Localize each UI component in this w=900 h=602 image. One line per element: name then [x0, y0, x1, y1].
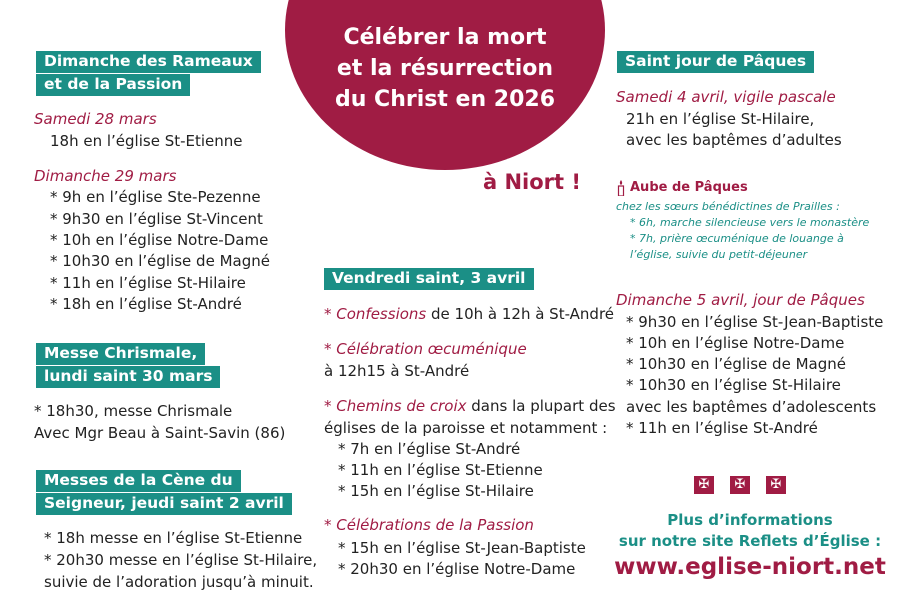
page-title-line2: et la résurrection: [336, 56, 554, 81]
confessions-text: de 10h à 12h à St-André: [431, 305, 615, 323]
schedule-line: * 10h en l’église Notre-Dame: [50, 231, 269, 249]
schedule-line: * 9h en l’église Ste-Pezenne: [50, 188, 261, 206]
schedule-line: * 9h30 en l’église St-Vincent: [50, 210, 263, 228]
schedule-line: * 15h en l’église St-Jean-Baptiste: [338, 539, 586, 557]
aube-line: * 6h, marche silencieuse vers le monastère: [630, 216, 870, 229]
section-header-paques: Saint jour de Pâques: [617, 51, 814, 73]
day-vigile: Samedi 4 avril, vigile pascale: [616, 88, 836, 106]
section-header-rameaux-2: et de la Passion: [36, 74, 190, 96]
croix-text: dans la plupart des: [471, 397, 616, 415]
croix-line: [324, 397, 616, 415]
schedule-line: * 9h30 en l’église St-Jean-Baptiste: [626, 313, 884, 331]
schedule-line: * 10h en l’église Notre-Dame: [626, 334, 845, 352]
day-dimanche-29: Dimanche 29 mars: [34, 167, 177, 185]
schedule-line: * 18h en l’église St-André: [50, 295, 242, 313]
schedule-line: * 11h en l’église St-André: [626, 419, 818, 437]
schedule-line: avec les baptêmes d’adultes: [626, 131, 842, 149]
city-label: à Niort !: [483, 170, 581, 194]
website-link[interactable]: www.eglise-niort.net: [614, 554, 886, 580]
cross-icon: ✠: [766, 476, 786, 494]
page-title-line3: du Christ en 2026: [334, 87, 555, 112]
schedule-line: * 7h en l’église St-André: [338, 440, 521, 458]
schedule-line: 18h en l’église St-Etienne: [50, 132, 243, 150]
schedule-line: * 18h30, messe Chrismale: [34, 402, 233, 420]
aube-line: chez les sœurs bénédictines de Prailles :: [616, 200, 840, 213]
section-header-cene-1: Messes de la Cène du: [36, 470, 241, 492]
passion-label: * Célébrations de la Passion: [324, 516, 534, 534]
schedule-line: * 10h30 en l’église de Magné: [50, 252, 270, 270]
schedule-line: * 18h messe en l’église St-Etienne: [44, 529, 303, 547]
section-header-rameaux-1: Dimanche des Rameaux: [36, 51, 261, 73]
schedule-line: * 20h30 messe en l’église St-Hilaire,: [44, 551, 318, 569]
day-samedi-28: Samedi 28 mars: [34, 110, 157, 128]
info-line2: sur notre site Reflets d’Église :: [618, 532, 882, 550]
section-header-cene-2: Seigneur, jeudi saint 2 avril: [36, 493, 292, 515]
confessions-label: * Confessions: [324, 305, 427, 323]
schedule-line: * 20h30 en l’église Notre-Dame: [338, 560, 576, 578]
cross-icon: ✠: [694, 476, 714, 494]
aube-line: l’église, suivie du petit-déjeuner: [630, 248, 808, 261]
schedule-line: * 15h en l’église St-Hilaire: [338, 482, 534, 500]
schedule-line: suivie de l’adoration jusqu’à minuit.: [44, 573, 314, 591]
schedule-line: * 10h30 en l’église de Magné: [626, 355, 846, 373]
schedule-line: 21h en l’église St-Hilaire,: [626, 110, 815, 128]
schedule-line: Avec Mgr Beau à Saint-Savin (86): [34, 424, 286, 442]
info-line1: Plus d’informations: [667, 511, 833, 529]
section-header-chrismale-2: lundi saint 30 mars: [36, 366, 220, 388]
schedule-line: * 11h en l’église St-Etienne: [338, 461, 543, 479]
candle-icon: [616, 180, 626, 196]
section-header-vendredi: Vendredi saint, 3 avril: [324, 268, 534, 290]
aube-title: Aube de Pâques: [630, 180, 748, 195]
cross-icon: ✠: [730, 476, 750, 494]
section-header-chrismale-1: Messe Chrismale,: [36, 343, 205, 365]
schedule-line: * 11h en l’église St-Hilaire: [50, 274, 246, 292]
oecumenique-text: à 12h15 à St-André: [324, 362, 470, 380]
day-dimanche-paques: Dimanche 5 avril, jour de Pâques: [616, 291, 865, 309]
croix-label: * Chemins de croix: [324, 397, 467, 415]
croix-text-2: églises de la paroisse et notamment :: [324, 419, 608, 437]
page-title-line1: Célébrer la mort: [343, 25, 547, 50]
schedule-line: avec les baptêmes d’adolescents: [626, 398, 877, 416]
aube-line: * 7h, prière œcuménique de louange à: [630, 232, 844, 245]
schedule-line: * 10h30 en l’église St-Hilaire: [626, 376, 841, 394]
oecumenique-label: * Célébration œcuménique: [324, 340, 527, 358]
confessions-line: [324, 305, 614, 323]
